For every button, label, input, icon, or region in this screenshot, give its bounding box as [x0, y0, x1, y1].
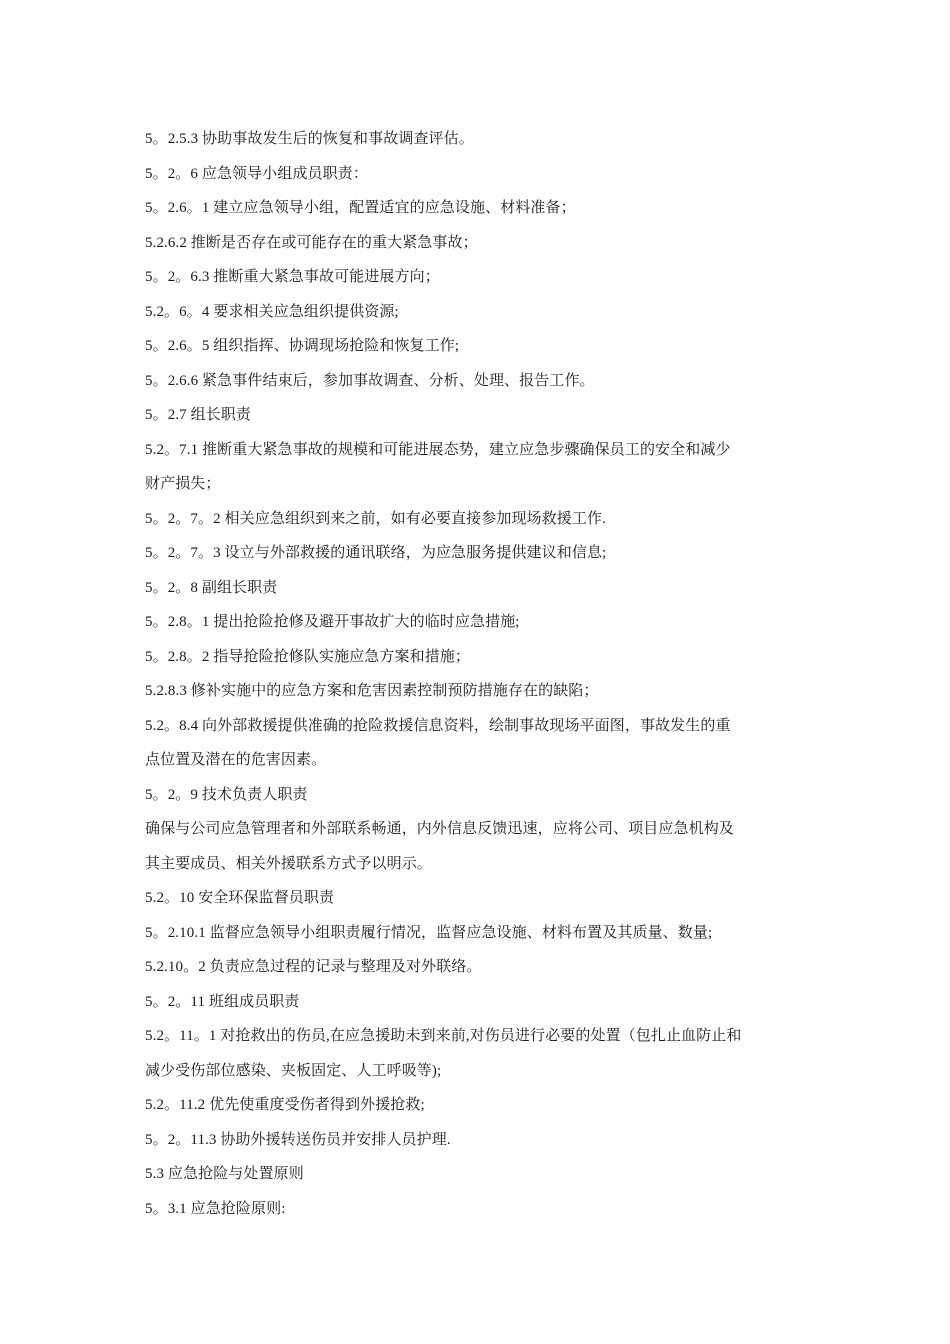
text-line-5-2-10-1: 5。2.10.1 监督应急领导小组职责履行情况，监督应急设施、材料布置及其质量、数量;: [145, 924, 713, 941]
text-line-5-2-11-3: 5。2。11.3 协助外援转送伤员并安排人员护理.: [145, 1131, 451, 1148]
text-line-5-2-8-1: 5。2.8。1 提出抢险抢修及避开事故扩大的临时应急措施;: [145, 614, 520, 630]
text-line-5-2-6-6: 5。2.6.6 紧急事件结束后，参加事故调查、分析、处理、报告工作。: [145, 372, 595, 389]
section-heading-5-2-8: 5。2。8 副组长职责: [145, 579, 278, 596]
text-line-5-2-8-4-cont: 点位置及潜在的危害因素。: [145, 752, 327, 768]
section-heading-5-2-9: 5。2。9 技术负责人职责: [145, 786, 308, 803]
text-line-5-2-7-1-cont: 财产损失；: [145, 476, 221, 492]
section-heading-5-2-11: 5。2。11 班组成员职责: [145, 993, 300, 1010]
document-body: [145, 122, 810, 1226]
text-line-5-2-8-2: 5。2.8。2 指导抢险抢修队实施应急方案和措施；: [145, 648, 471, 665]
text-line-5-2-6-5: 5。2.6。5 组织指挥、协调现场抢险和恢复工作;: [145, 338, 460, 354]
text-line-5-2-7-2: 5。2。7。2 相关应急组织到来之前，如有必要直接参加现场救援工作.: [145, 510, 606, 527]
text-line-5-2-9-body-cont: 其主要成员、相关外援联系方式予以明示。: [145, 855, 432, 872]
section-heading-5-2-6: 5。2。6 应急领导小组成员职责：: [145, 165, 368, 182]
section-heading-5-2-10: 5.2。10 安全环保监督员职责: [145, 890, 335, 906]
text-line-5-3-1: 5。3.1 应急抢险原则:: [145, 1200, 286, 1217]
text-line-5-2-7-1: 5.2。7.1 推断重大紧急事故的规模和可能进展态势，建立应急步骤确保员工的安全和减少: [145, 441, 731, 458]
text-line-5-2-11-1-cont: 减少受伤部位感染、夹板固定、人工呼吸等);: [145, 1062, 442, 1079]
section-heading-5-3: 5.3 应急抢险与处置原则: [145, 1166, 304, 1182]
text-line-5-2-11-2: 5.2。11.2 优先使重度受伤者得到外援抢救;: [145, 1097, 425, 1113]
text-line-5-2-6-2: 5.2.6.2 推断是否存在或可能存在的重大紧急事故；: [145, 234, 478, 251]
text-line-5-2-11-1: 5.2。11。1 对抢救出的伤员,在应急援助未到来前,对伤员进行必要的处置（包扎止血防止和: [145, 1028, 742, 1044]
text-line-5-2-9-body: 确保与公司应急管理者和外部联系畅通，内外信息反馈迅速，应将公司、项目应急机构及: [145, 821, 734, 837]
text-line-5-2-6-1: 5。2.6。1 建立应急领导小组，配置适宜的应急设施、材料准备；: [145, 200, 576, 216]
text-line-5-2-10-2: 5.2.10。2 负责应急过程的记录与整理及对外联络。: [145, 959, 482, 975]
text-line-5-2-8-3: 5.2.8.3 修补实施中的应急方案和危害因素控制预防措施存在的缺陷；: [145, 683, 599, 699]
section-heading-5-2-7: 5。2.7 组长职责: [145, 407, 252, 423]
text-line-5-2-7-3: 5。2。7。3 设立与外部救援的通讯联络，为应急服务提供建议和信息;: [145, 545, 607, 561]
text-line-5-2-6-4: 5.2。6。4 要求相关应急组织提供资源;: [145, 303, 399, 320]
text-line-5-2-5-3: 5。2.5.3 协助事故发生后的恢复和事故调查评估。: [145, 131, 474, 147]
text-line-5-2-8-4: 5.2。8.4 向外部救援提供准确的抢险救援信息资料，绘制事故现场平面图，事故发生的重: [145, 717, 731, 734]
text-line-5-2-6-3: 5。2。6.3 推断重大紧急事故可能进展方向；: [145, 269, 440, 285]
